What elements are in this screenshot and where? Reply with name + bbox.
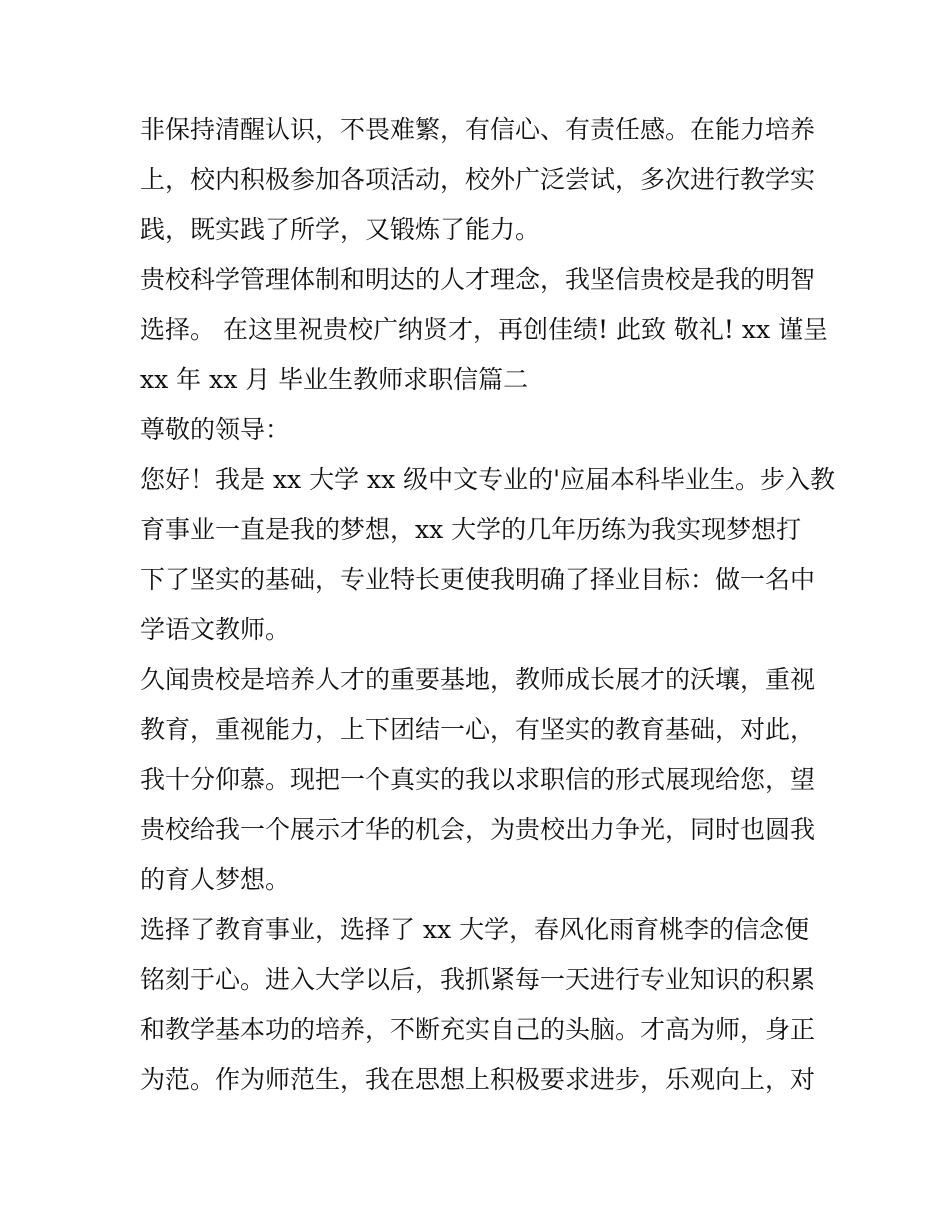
text-line: 下了坚实的基础，专业特长更使我明确了择业目标：做一名中 <box>140 565 816 594</box>
text-line: 选择了教育事业，选择了 xx 大学，春风化雨育桃李的信念便 <box>140 915 810 944</box>
text-line: 育事业一直是我的梦想，xx 大学的几年历练为我实现梦想打 <box>140 515 802 544</box>
text-line: 的育人梦想。 <box>140 865 291 894</box>
text-line: 为范。作为师范生，我在思想上积极要求进步，乐观向上，对 <box>140 1065 816 1094</box>
text-line: 贵校给我一个展示才华的机会，为贵校出力争光，同时也圆我 <box>140 815 816 844</box>
text-line: 学语文教师。 <box>140 615 291 644</box>
text-line: 久闻贵校是培养人才的重要基地，教师成长展才的沃壤，重视 <box>140 665 816 694</box>
text-line: 践，既实践了所学，又锻炼了能力。 <box>140 215 541 244</box>
text-line: xx 年 xx 月 毕业生教师求职信篇二 <box>140 365 529 394</box>
text-line: 选择。 在这里祝贵校广纳贤才，再创佳绩! 此致 敬礼! xx 谨呈 <box>140 315 829 344</box>
text-line: 您好！我是 xx 大学 xx 级中文专业的'应届本科毕业生。步入教 <box>140 465 836 494</box>
text-line: 我十分仰慕。现把一个真实的我以求职信的形式展现给您，望 <box>140 765 816 794</box>
text-line: 铭刻于心。进入大学以后，我抓紧每一天进行专业知识的积累 <box>140 965 816 994</box>
text-line: 贵校科学管理体制和明达的人才理念，我坚信贵校是我的明智 <box>140 265 816 294</box>
text-line: 非保持清醒认识，不畏难繁，有信心、有责任感。在能力培养 <box>140 115 816 144</box>
text-line: 和教学基本功的培养，不断充实自己的头脑。才高为师，身正 <box>140 1015 816 1044</box>
text-line: 上，校内积极参加各项活动，校外广泛尝试，多次进行教学实 <box>140 165 816 194</box>
text-line: 尊敬的领导： <box>140 415 291 444</box>
text-line: 教育，重视能力，上下团结一心，有坚实的教育基础，对此， <box>140 715 816 744</box>
